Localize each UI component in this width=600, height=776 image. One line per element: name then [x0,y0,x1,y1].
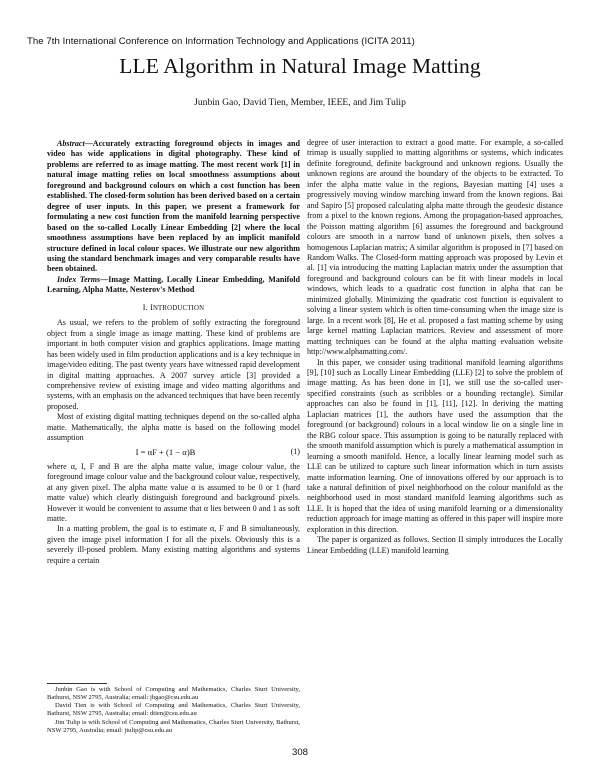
section-heading [47,303,300,314]
equation-number: (1) [290,447,300,457]
section-rest: NTRODUCTION [152,304,205,312]
abstract-label: Abstract [57,139,85,148]
page-number: 308 [291,747,308,758]
intro-paragraph-4: In a matting problem, the goal is to estimate α, F and B simultaneously, given the image pixel information I for all the pixels. Obviously this is a severely ill-posed problem. Many existing matting algorithms and systems require a certain [47,524,300,565]
intro-paragraph-2: Most of existing digital matting techniques depend on the so-called alpha matte. Mathematically, the alpha matte is based on the following model assumption [47,412,300,443]
index-terms [47,275,300,296]
index-terms-text: —Image Matting, Locally Linear Embedding, Manifold Learning, Alpha Matte, Nesterov's Method [47,274,300,295]
author-footnotes [47,683,300,735]
equation-1 [47,447,300,459]
intro-paragraph-7: The paper is organized as follows. Section II simply introduces the Locally Linear Embedding (LLE) manifold learning [307,535,563,555]
abstract [47,139,300,275]
right-column [307,138,563,556]
footnote-1: Junbin Gao is with School of Computing and Mathematics, Charles Sturt University, Bathurst, NSW 2795, Australia; email: jbgao@csu.edu.au [47,686,300,702]
index-terms-label: Index Terms [57,274,101,284]
abstract-text: —Accurately extracting foreground objects in images and video has wide applications in digital photography. These kind of problems are referred to as image matting. The most recent work [1] in natural image matting relies on local smoothness assumptions about foreground and background colours on which a cost function has been established. The closed-form solution has been derived based on a certain degree of user inputs. In this paper, we present a framework for formulating a new cost function from the manifold learning perspective based on the so-called Locally Linear Embedding [2] where the local smoothness assumptions have been replaced by an implicit manifold structure defined in local colour spaces. We illustrate our new algorithm using the standard benchmark images and very comparable results have been obtained. [47,139,300,274]
footnote-2: David Tien is with School of Computing and Mathematics, Charles Sturt University, Bathurst, NSW 2795, Australia; email: dtien@csu.edu.au [47,702,300,718]
section-initial: I [150,302,153,312]
footnote-rule [47,683,107,684]
footnote-3: Jim Tulip is with School of Computing and Mathematics, Charles Sturt University, Bathurst, NSW 2795, Australia; email: jtulip@csu.edu.au [47,718,300,734]
section-number: I. [142,302,148,312]
left-column [47,139,300,566]
intro-paragraph-1: As usual, we refers to the problem of softly extracting the foreground object from a single image as image matting. These kind of problems are important in both computer vision and graphics applications. Image matting has been widely used in film production applications and is a key technique in image/video editing. The past twenty years have witnessed rapid development in digital matting approaches. A 2007 survey article [3] provided a comprehensive review of existing image and video matting algorithms and systems, with an emphasis on the advanced techniques that have been recently proposed. [47,318,300,411]
conference-header: The 7th International Conference on Information Technology and Applications (ICITA 2011) [27,36,415,47]
intro-paragraph-5: degree of user interaction to extract a good matte. For example, a so-called trimap is usually supplied to matting algorithms or systems, which indicates definite foreground, definite background and unknown regions. Usually the unknown regions are around the boundary of the objects to be extracted. To infer the alpha matte value in the regions, Bayesian matting [4] uses a progressively moving window marching inward from the known regions. Bai and Sapiro [5] proposed calculating alpha matte through the geodesic distance from a pixel to the known regions. Among the propagation-based approaches, the Poisson matting algorithm [6] assumes the foreground and background colours are smooth in a narrow band of unknown pixels, then solves a homogenous Laplacian matrix; A similar algorithm is proposed in [7] based on Random Walks. The Closed-form matting approach was proposed by Levin et al. [1] via introducing the matting Laplacian matrix under the assumption that foreground and background colours can be fit with linear models in local windows, which leads to a quadratic cost function in alpha that can be minimized globally. Minimizing the quadratic cost function is equivalent to solving a linear system which is often time-consuming when the image size is large. In a recent work [8], He et al. proposed a fast matting scheme by using large kernel matting Laplacian matrices. Review and assessment of more matting techniques can be found at the alpha matting evaluation website http://www.alphamatting.com/. [307,138,563,357]
paper-authors: Junbin Gao, David Tien, Member, IEEE, and Jim Tulip [194,97,406,108]
intro-paragraph-3: where α, I, F and B are the alpha matte value, image colour value, the foreground image colour value and the background colour value, respectively, at any given pixel. The alpha matte value α is assumed to be 0 or 1 (hard matte value) which clearly distinguish foreground and background pixels. However it would be convenient to assume that α lies between 0 and 1 as soft matte. [47,461,300,523]
intro-paragraph-6: In this paper, we consider using traditional manifold learning algorithms [9], [10] such as Locally Linear Embedding (LLE) [2] to solve the problem of image matting. As has been done in [1], we still use the so-called user-specified constraints (such as scribbles or a bounding rectangle). Similar approaches can also be found in [1], [11], [12]. In deriving the matting Laplacian matrices [1], the authors have used the assumption that the foreground (or background) colours in a local window lie on a single line in the RBG colour space. This assumption is going to be naturally replaced with the smooth manifold assumption which is purely a mathematical assumption in learning a smooth manifold. Hence, a locally linear learning model such as LLE can be utilized to capture such linear information which in turn assists matte information learning. One of innovations offered by our approach is to take a natural definition of pixel neighborhood on the colour manifold as the neighborhood used in most standard manifold learning algorithms such as LLE. It is hoped that the idea of using manifold learning or a dimensionality reduction approach for image matting as offered in this paper will inspire more exploration in this direction. [307,357,563,534]
equation-body: I = αF + (1 − α)B [135,447,196,458]
paper-title: LLE Algorithm in Natural Image Matting [119,54,481,78]
